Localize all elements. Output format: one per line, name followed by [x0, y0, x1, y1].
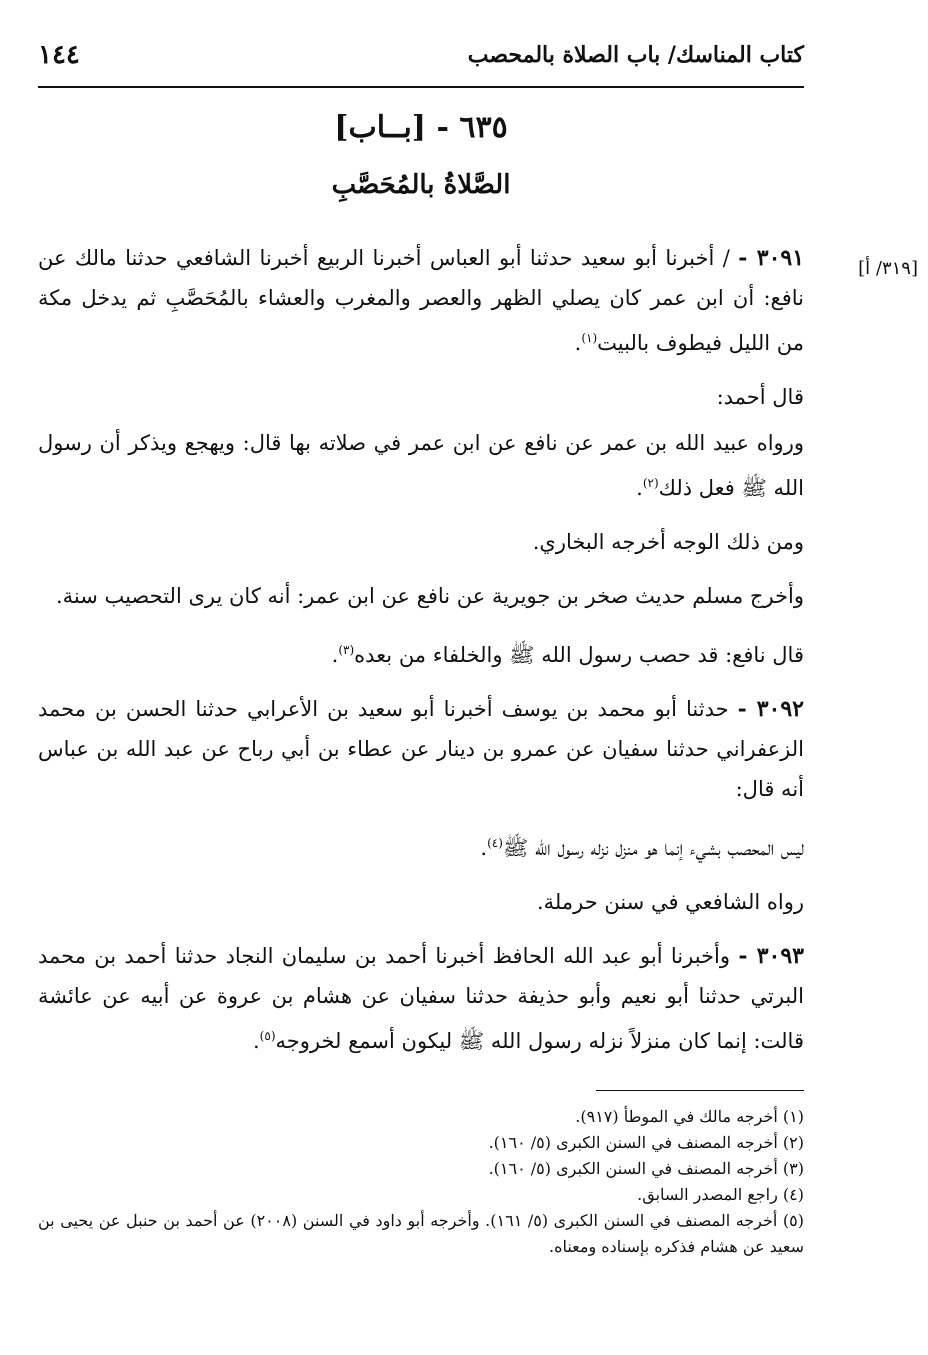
footnote-marker: (١)	[581, 331, 598, 345]
paragraph-end: .	[331, 643, 339, 667]
footnote-marker: (٤)	[487, 836, 503, 850]
paragraph-end: .	[574, 331, 582, 355]
chapter-heading: ٦٣٥ - [بــاب]	[334, 110, 508, 145]
paragraph-end: .	[636, 476, 643, 500]
footnotes	[38, 1104, 804, 1260]
margin-reference: [٣١٩/ أ]	[858, 258, 918, 279]
hadith-number: ٣٠٩٢ -	[737, 696, 804, 722]
page-number: ١٤٤	[38, 40, 80, 70]
footnote-marker: (٢)	[642, 476, 659, 490]
chapter-title: الصَّلاةُ بالمُحَصَّبِ	[331, 170, 511, 200]
footnote-marker: (٥)	[259, 1029, 276, 1043]
paragraph	[38, 522, 804, 562]
page-header	[38, 42, 804, 90]
paragraph	[38, 377, 804, 417]
paragraph-text: ومن ذلك الوجه أخرجه البخاري.	[532, 530, 804, 554]
paragraph-text: / أخبرنا أبو سعيد حدثنا أبو العباس أخبرنا الربيع أخبرنا الشافعي حدثنا مالك عن نافع: أن ابن عمر كان يصلي الظهر والعصر والمغرب والعشاء بالمُحَصَّبِ ثم يدخل مكة من الليل فيطوف بالبيت	[38, 246, 804, 355]
paragraph-end: .	[480, 836, 488, 860]
hadith-number: ٣٠٩١ -	[738, 245, 805, 271]
paragraph-text: ليس المحصب بشيء إنما هو منزل نزله رسول الله ﷺ	[502, 836, 804, 860]
footnote-2: (٢) أخرجه المصنف في السنن الكبرى (٥/ ١٦٠).	[488, 1133, 804, 1152]
footnote-marker: (٣)	[338, 643, 355, 657]
running-title: كتاب المناسك/ باب الصلاة بالمحصب	[467, 42, 804, 68]
paragraph	[38, 576, 804, 616]
paragraph-hadith-3091	[38, 238, 804, 363]
footnote-3: (٣) أخرجه المصنف في السنن الكبرى (٥/ ١٦٠).	[488, 1159, 804, 1178]
paragraph-text: حدثنا أبو محمد بن يوسف أخبرنا أبو سعيد بن الأعرابي حدثنا الحسن بن محمد الزعفراني حدثنا سفيان عن عمرو بن دينار عن عطاء بن أبي رباح عن عبد الله بن عباس أنه قال:	[38, 697, 804, 801]
paragraph-text: وأخرج مسلم حديث صخر بن جويرية عن نافع عن ابن عمر: أنه كان يرى التحصيب سنة.	[55, 584, 804, 608]
paragraph	[38, 882, 804, 922]
paragraph-text: ورواه عبيد الله بن عمر عن نافع عن ابن عمر في صلاته بها قال: ويهجع ويذكر أن رسول الله ﷺ فعل ذلك	[38, 431, 804, 500]
footnote-rule	[596, 1090, 804, 1091]
paragraph-text: قال نافع: قد حصب رسول الله ﷺ والخلفاء من بعده	[354, 643, 804, 667]
paragraph-hadith-3093	[38, 936, 804, 1061]
paragraph-hadith-3092	[38, 689, 804, 809]
footnote-1: (١) أخرجه مالك في الموطأ (٩١٧).	[575, 1107, 804, 1126]
paragraph-text: قال أحمد:	[716, 385, 804, 409]
paragraph	[38, 423, 804, 508]
paragraph	[38, 630, 804, 675]
hadith-number: ٣٠٩٣ -	[738, 943, 804, 969]
paragraph	[38, 823, 804, 868]
paragraph-text: رواه الشافعي في سنن حرملة.	[536, 890, 804, 914]
footnote-5: (٥) أخرجه المصنف في السنن الكبرى (٥/ ١٦١). وأخرجه أبو داود في السنن (٢٠٠٨) عن أحمد بن حنبل عن يحيى بن سعيد عن هشام فذكره بإسناده ومعناه.	[38, 1211, 805, 1256]
footnote-4: (٤) راجع المصدر السابق.	[637, 1185, 804, 1204]
header-rule	[38, 86, 804, 88]
paragraph-text: وأخبرنا أبو عبد الله الحافظ أخبرنا أحمد بن سليمان النجاد حدثنا أحمد بن محمد البرتي حدثنا أبو نعيم وأبو حذيفة حدثنا سفيان عن هشام بن عروة عن أبيه عن عائشة قالت: إنما كان منزلاً نزله رسول الله ﷺ ليكون أسمع لخروجه	[38, 944, 804, 1053]
main-text	[38, 238, 804, 1075]
paragraph-end: .	[252, 1029, 260, 1053]
